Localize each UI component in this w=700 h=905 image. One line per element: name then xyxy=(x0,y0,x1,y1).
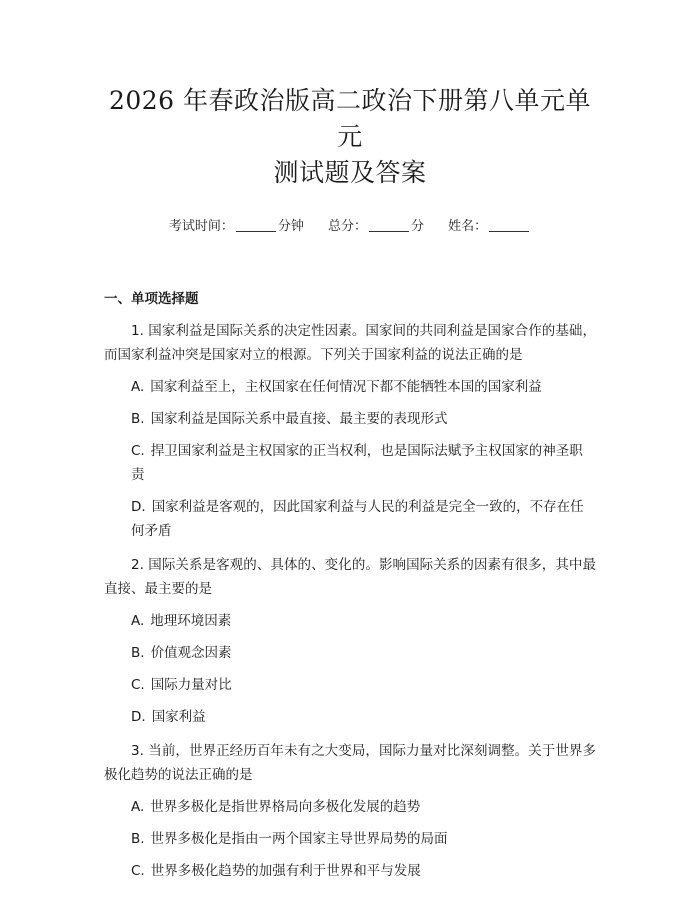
option-b[interactable] xyxy=(104,641,596,665)
question-2 xyxy=(104,553,596,729)
option-letter: B. xyxy=(131,645,145,661)
option-letter: A. xyxy=(131,799,145,815)
question-1 xyxy=(104,319,596,543)
option-letter: C. xyxy=(131,443,145,459)
option-text: 国家利益是国际关系中最直接、最主要的表现形式 xyxy=(150,411,448,427)
option-text: 世界多极化趋势的加强有利于世界和平与发展 xyxy=(150,863,421,879)
option-text: 价值观念因素 xyxy=(150,645,232,661)
question-stem xyxy=(104,553,596,601)
option-a[interactable] xyxy=(104,795,596,819)
question-stem xyxy=(104,319,596,367)
option-text: 国家利益是客观的，因此国家利益与人民的利益是完全一致的，不存在任何矛盾 xyxy=(131,499,584,539)
exam-meta xyxy=(104,217,596,237)
question-number: 1. xyxy=(131,323,144,339)
option-letter: C. xyxy=(131,863,145,879)
question-3 xyxy=(104,739,596,883)
question-text: 国家利益是国际关系的决定性因素。国家间的共同利益是国家合作的基础，而国家利益冲突是国家对立的根源。下列关于国家利益的说法正确的是 xyxy=(104,323,597,363)
total-score xyxy=(328,217,424,237)
document-title xyxy=(104,0,596,191)
option-c[interactable] xyxy=(104,673,596,697)
option-list xyxy=(104,375,596,543)
student-name-blank xyxy=(489,217,529,232)
student-name-label: 姓名： xyxy=(448,219,488,234)
title-line-2: 测试题及答案 xyxy=(273,158,427,187)
option-list xyxy=(104,795,596,883)
option-list xyxy=(104,609,596,729)
option-b[interactable] xyxy=(104,407,596,431)
exam-time-label: 考试时间： xyxy=(168,219,234,234)
exam-time-unit: 分钟 xyxy=(277,219,304,234)
section-heading: 一、单项选择题 xyxy=(104,291,199,307)
option-text: 地理环境因素 xyxy=(150,613,232,629)
exam-time-blank xyxy=(236,217,276,232)
option-a[interactable] xyxy=(104,609,596,633)
option-text: 国家利益 xyxy=(151,709,206,725)
option-letter: D. xyxy=(131,709,146,725)
option-c[interactable] xyxy=(104,439,596,487)
option-a[interactable] xyxy=(104,375,596,399)
exam-time xyxy=(169,217,304,237)
total-score-blank xyxy=(369,217,409,232)
option-b[interactable] xyxy=(104,827,596,851)
question-text: 当前，世界正经历百年未有之大变局，国际力量对比深刻调整。关于世界多极化趋势的说法正确的是 xyxy=(104,743,597,783)
option-letter: C. xyxy=(131,677,145,693)
option-d[interactable] xyxy=(104,705,596,729)
option-text: 世界多极化是指由一两个国家主导世界局势的局面 xyxy=(150,831,448,847)
total-score-unit: 分 xyxy=(411,219,425,234)
option-letter: B. xyxy=(131,411,145,427)
student-name xyxy=(448,217,531,237)
option-text: 国际力量对比 xyxy=(150,677,232,693)
option-text: 捍卫国家利益是主权国家的正当权利，也是国际法赋予主权国家的神圣职责 xyxy=(131,443,583,483)
option-letter: A. xyxy=(131,379,145,395)
question-number: 2. xyxy=(131,557,144,573)
option-d[interactable] xyxy=(104,495,596,543)
question-number: 3. xyxy=(131,743,144,759)
option-letter: B. xyxy=(131,831,145,847)
option-letter: A. xyxy=(131,613,145,629)
option-c[interactable] xyxy=(104,859,596,883)
question-text: 国际关系是客观的、具体的、变化的。影响国际关系的因素有很多，其中最直接、最主要的是 xyxy=(104,557,597,597)
option-letter: D. xyxy=(131,499,146,515)
total-score-label: 总分： xyxy=(327,219,367,234)
option-text: 国家利益至上，主权国家在任何情况下都不能牺牲本国的国家利益 xyxy=(150,379,542,395)
title-line-1: 2026 年春政治版高二政治下册第八单元单元 xyxy=(108,86,592,151)
option-text: 世界多极化是指世界格局向多极化发展的趋势 xyxy=(150,799,421,815)
question-stem xyxy=(104,739,596,787)
